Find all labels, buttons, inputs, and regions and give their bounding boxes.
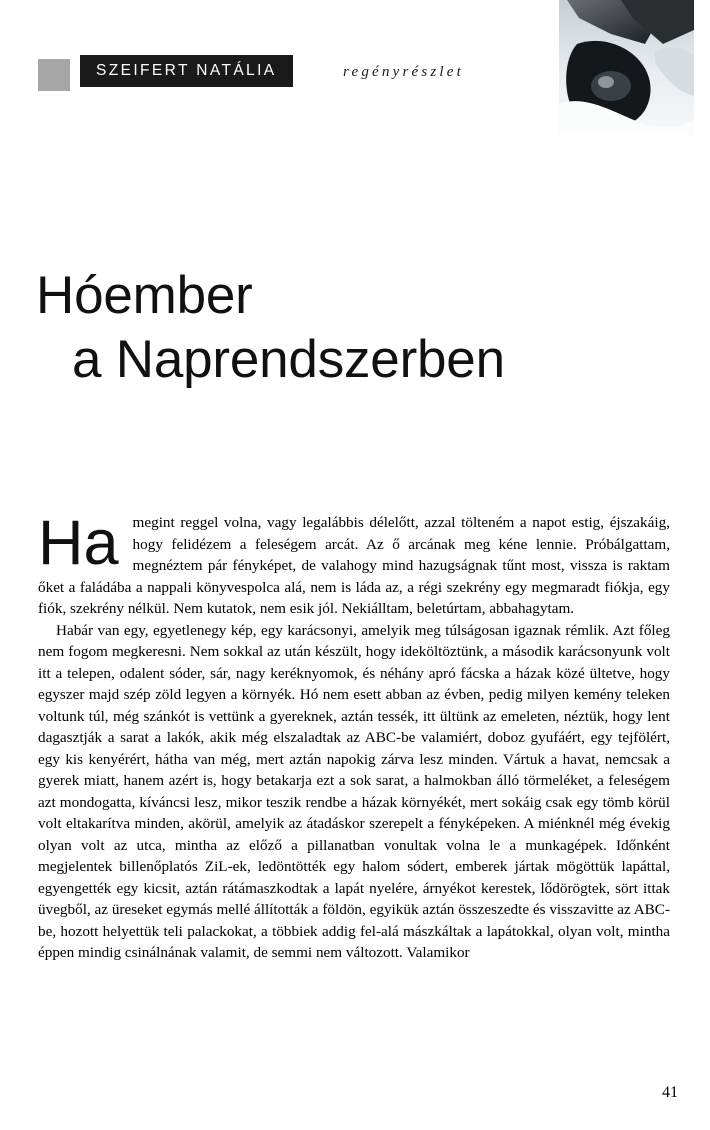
gray-square-icon	[38, 59, 70, 91]
author-name-bar	[80, 55, 293, 87]
paragraph-2: Habár van egy, egyetlenegy kép, egy karácsonyi, amelyik meg túlságosan igaznak rémlik. Azt főleg nem fogom megkeresni. Nem sokkal az után készült, hogy ideköltöztünk, a második karácsonyunk volt itt a telepen, odalent sóder, sár, nagy keréknyomok, és néhány apró fácska a házak közé ültetve, hogy egyszer majd szép zöld legyen a környék. Hó nem esett abban az évben, pedig milyen kemény teleken voltunk túl, még szánkót is vettünk a gyereknek, aztán tessék, itt ültünk az emeleten, néztük, hogy lent dagasztják a sarat a lakók, akik még elszaladtak az ABC-be valamiért, doboz gyufáért, egy tejfölért, egy kis kenyérért, hátha van még, mert aztán napokig zárva lesz minden. Vártuk a havat, nemcsak a gyerek miatt, hanem azért is, hogy betakarja ezt a sok sarat, a halmokban álló törmeléket, a feleségem azt mondogatta, kíváncsi lesz, mikor teszik rendbe a házak környékét, mert sokáig csak egy tömb körül volt eltakarítva minden, akörül, amelyik az átadáskor szerepelt a fényképeken. A miénknél még évekig olyan volt az utca, mintha az előző a pillanatban vonultak volna le a munkagépek. Időnként megjelentek billenőplatós ZiL-ek, ledöntötték egy halom sódert, emberek jártak mögöttük lapáttal, egyengették egy kicsit, aztán rátámaszkodtak a lapát nyelére, árnyékot kerestek, lődörögtek, sört ittak üvegből, az üreseket egymás mellé állították a földön, egyikük aztán összeszedte és visszavitte az ABC-be, hozott helyettük teli palackokat, a többiek addig fel-alá mászkáltak a lapátokkal, olyan volt, mintha éppen mindig csinálnának valamit, de semmi nem változott. Valamikor	[38, 621, 670, 961]
genre-label: regényrészlet	[343, 63, 465, 80]
page-number: 41	[662, 1084, 678, 1101]
photo-graphic	[559, 0, 694, 135]
author-name: SZEIFERT NATÁLIA	[96, 62, 277, 79]
paragraph-1: megint reggel volna, vagy legalábbis délelőtt, azzal tölteném a napot estig, éjszakáig, hogy felidézem a feleségem arcát. Az ő arcának meg kéne lennie. Próbálgattam, megnéztem pár fényképet, de valahogy mind hazugságnak tűnt most, vissza is raktam őket a faládába a nappali könyvespolca alá, nem is láda az, a régi szekrény egy megmaradt fiókja, egy fiók, szekrény nélkül. Nem kutatok, nem esik jól. Nekiálltam, beletúrtam, abbahagytam.	[38, 514, 670, 617]
winter-photo-image	[559, 0, 694, 135]
title-line-2: a Naprendszerben	[72, 329, 505, 389]
title-line-1: Hóember	[36, 265, 253, 325]
page-title	[36, 264, 676, 392]
drop-cap: Ha	[38, 508, 119, 578]
article-body	[38, 508, 670, 964]
